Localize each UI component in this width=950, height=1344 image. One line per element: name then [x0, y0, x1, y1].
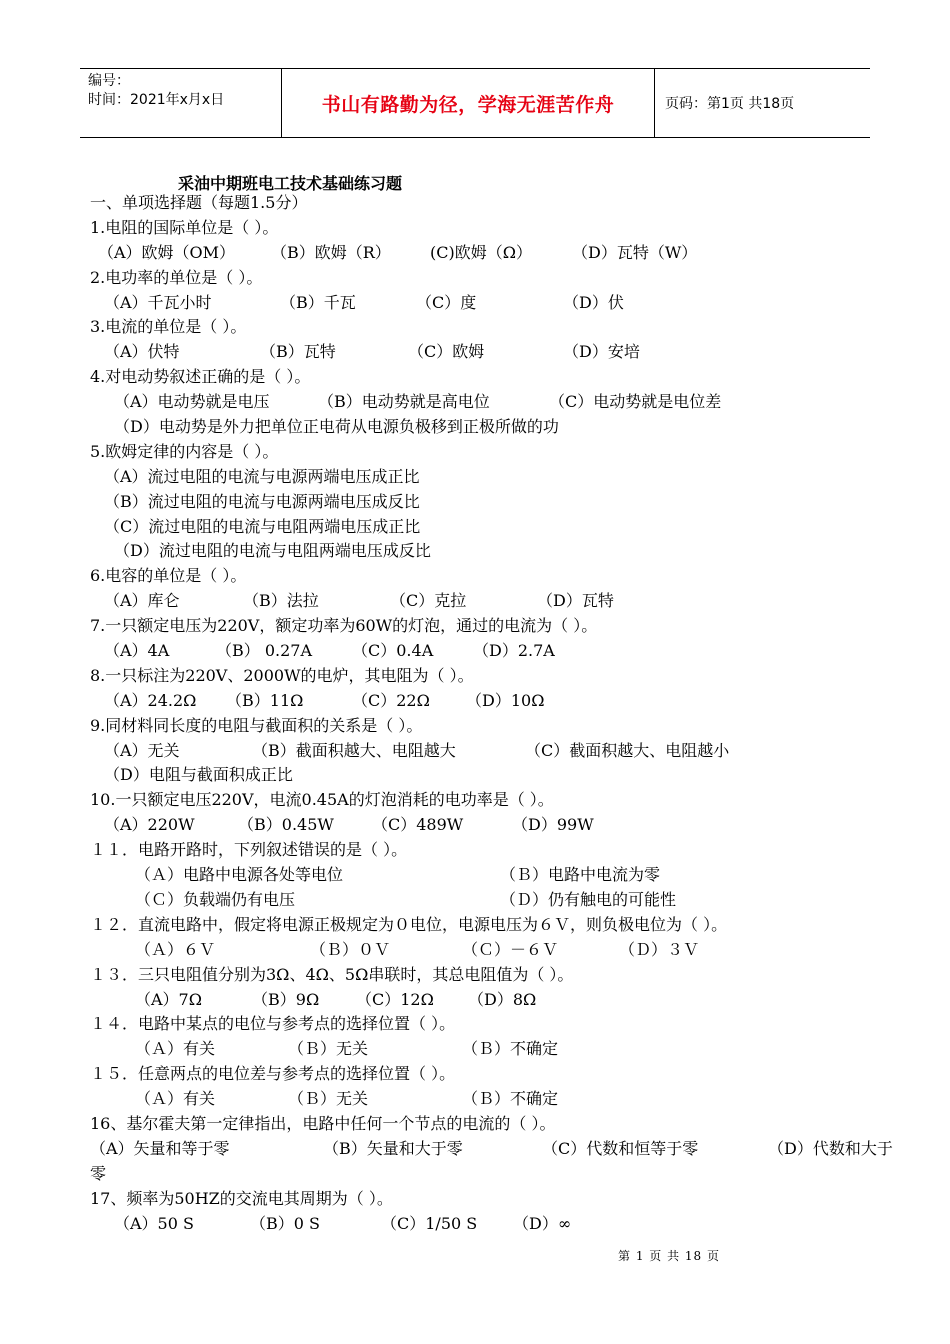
- line-text: 6.电容的单位是（ ）。: [90, 566, 247, 586]
- answer-option: （C）0.4A: [352, 641, 434, 661]
- question-list: [0, 191, 950, 1236]
- line-text: １２．直流电路中，假定将电源正极规定为０电位，电源电压为６Ｖ，则负极电位为（ ）。: [90, 914, 728, 934]
- page-header: [80, 68, 870, 138]
- page-footer: 第 1 页 共 18 页: [618, 1249, 720, 1263]
- text-line: [0, 739, 950, 764]
- text-line: [0, 340, 950, 365]
- answer-option: （D）∞: [513, 1213, 572, 1233]
- answer-option: （D）代数和大于: [768, 1138, 893, 1158]
- text-line: [0, 241, 950, 266]
- line-text: 9.同材料同长度的电阻与截面积的关系是（ ）。: [90, 715, 423, 735]
- answer-option: （Ｂ）０Ｖ: [310, 939, 391, 959]
- text-line: [0, 1112, 950, 1137]
- line-text: １３．三只电阻值分别为3Ω、4Ω、5Ω串联时，其总电阻值为（ ）。: [90, 964, 574, 984]
- text-line: [0, 838, 950, 863]
- answer-option: （Ｂ）无关: [288, 1039, 369, 1059]
- text-line: [0, 315, 950, 340]
- answer-option: （C）22Ω: [352, 690, 430, 710]
- text-line: [0, 465, 950, 490]
- answer-option: （Ａ）有关: [135, 1089, 216, 1109]
- text-line: [0, 963, 950, 988]
- text-line: [0, 365, 950, 390]
- text-line: [0, 639, 950, 664]
- line-text: 5.欧姆定律的内容是（ ）。: [90, 441, 279, 461]
- text-line: [0, 938, 950, 963]
- answer-option: （C）489W: [372, 815, 464, 835]
- line-text: 17、频率为50HZ的交流电其周期为（ ）。: [90, 1188, 393, 1208]
- answer-option: （Ｃ）负载端仍有电压: [135, 889, 296, 909]
- answer-option: （A）220W: [104, 815, 195, 835]
- answer-option: （A）千瓦小时: [104, 292, 212, 312]
- answer-option: （C）电动势就是电位差: [549, 392, 722, 412]
- text-line: [0, 539, 950, 564]
- line-text: （D）流过电阻的电流与电阻两端电压成反比: [114, 541, 431, 561]
- answer-option: （D）99W: [512, 815, 594, 835]
- line-text: 4.对电动势叙述正确的是（ ）。: [90, 367, 311, 387]
- answer-option: （C）12Ω: [356, 989, 434, 1009]
- text-line: [0, 714, 950, 739]
- answer-option: （Ｂ）电路中电流为零: [500, 865, 661, 885]
- line-text: 2.电功率的单位是（ ）。: [90, 267, 263, 287]
- line-text: 7.一只额定电压为220V，额定功率为60W的灯泡，通过的电流为（ ）。: [90, 616, 598, 636]
- answer-option: （B）电动势就是高电位: [318, 392, 490, 412]
- text-line: [0, 291, 950, 316]
- text-line: [0, 266, 950, 291]
- answer-option: （C）代数和恒等于零: [542, 1138, 699, 1158]
- text-line: [0, 1187, 950, 1212]
- text-line: [0, 515, 950, 540]
- text-line: [0, 564, 950, 589]
- text-line: [0, 390, 950, 415]
- answer-option: （D）2.7A: [473, 641, 555, 661]
- answer-option: （B）千瓦: [280, 292, 356, 312]
- text-line: [0, 813, 950, 838]
- text-line: [0, 1212, 950, 1237]
- line-text: 一、单项选择题（每题1.5分）: [90, 193, 308, 212]
- answer-option: （C）克拉: [390, 591, 467, 611]
- answer-option: (C)欧姆（Ω）: [430, 242, 532, 262]
- document-title: 采油中期班电工技术基础练习题: [178, 174, 403, 193]
- line-text: （C）流过电阻的电流与电阻两端电压成正比: [104, 516, 421, 536]
- answer-option: （A）欧姆（OM）: [98, 242, 236, 262]
- text-line: [0, 589, 950, 614]
- answer-option: （A）库仑: [104, 591, 180, 611]
- answer-option: （C）截面积越大、电阻越小: [525, 740, 730, 760]
- line-text: 10.一只额定电压220V，电流0.45A的灯泡消耗的电功率是（ ）。: [90, 790, 554, 810]
- answer-option: （Ａ）电路中电源各处等电位: [135, 865, 344, 885]
- answer-option: （A）无关: [104, 740, 180, 760]
- text-line: [0, 863, 950, 888]
- header-motto-cell: [282, 69, 655, 137]
- answer-option: （Ｂ）无关: [288, 1089, 369, 1109]
- header-meta: [80, 69, 282, 137]
- answer-option: （A）矢量和等于零: [90, 1138, 230, 1158]
- text-line: [0, 440, 950, 465]
- text-line: [0, 415, 950, 440]
- page-info-text: 页码：第1页 共18页: [665, 96, 795, 112]
- line-text: １５．任意两点的电位差与参考点的选择位置（ ）。: [90, 1064, 456, 1084]
- answer-option: （A）伏特: [104, 342, 180, 362]
- answer-option: （Ｄ）仍有触电的可能性: [500, 889, 677, 909]
- line-text: （B）流过电阻的电流与电源两端电压成反比: [104, 491, 420, 511]
- answer-option: （Ａ）有关: [135, 1039, 216, 1059]
- text-line: [0, 763, 950, 788]
- answer-option: （Ｂ）不确定: [462, 1039, 559, 1059]
- line-text: （D）电阻与截面积成正比: [104, 765, 293, 785]
- text-line: [0, 689, 950, 714]
- answer-option: （Ａ）６Ｖ: [135, 939, 216, 959]
- answer-option: （B） 0.27A: [216, 641, 313, 661]
- answer-option: （A）24.2Ω: [104, 690, 197, 710]
- answer-option: （Ｄ）３Ｖ: [619, 939, 700, 959]
- text-line: [0, 490, 950, 515]
- text-line: [0, 1012, 950, 1037]
- answer-option: （B）截面积越大、电阻越大: [252, 740, 456, 760]
- line-text: 零: [90, 1163, 107, 1183]
- text-line: [0, 988, 950, 1013]
- text-line: [0, 216, 950, 241]
- answer-option: （D）8Ω: [468, 989, 537, 1009]
- text-line: [0, 788, 950, 813]
- answer-option: （B）瓦特: [260, 342, 336, 362]
- answer-option: （B）11Ω: [226, 690, 304, 710]
- text-line: [0, 664, 950, 689]
- answer-option: （B）矢量和大于零: [323, 1138, 463, 1158]
- answer-option: （Ｂ）不确定: [462, 1089, 559, 1109]
- text-line: [0, 1137, 950, 1162]
- text-line: [0, 614, 950, 639]
- line-text: 1.电阻的国际单位是（ ）。: [90, 217, 279, 237]
- answer-option: （C）欧姆: [408, 342, 485, 362]
- time-label: 时间：2021年x月x日: [88, 92, 225, 108]
- line-text: （A）流过电阻的电流与电源两端电压成正比: [104, 466, 420, 486]
- answer-option: （A）电动势就是电压: [114, 392, 270, 412]
- answer-option: （B）法拉: [243, 591, 319, 611]
- text-line: [0, 913, 950, 938]
- header-page-info: [655, 69, 870, 137]
- line-text: 16、基尔霍夫第一定律指出，电路中任何一个节点的电流的（ ）。: [90, 1113, 556, 1133]
- text-line: [0, 1037, 950, 1062]
- answer-option: （Ｃ）－６Ｖ: [462, 939, 559, 959]
- answer-option: （B）欧姆（R）: [271, 242, 391, 262]
- line-text: １１．电路开路时，下列叙述错误的是（ ）。: [90, 840, 408, 860]
- text-line: [0, 1062, 950, 1087]
- line-text: 8.一只标注为220V、2000W的电炉，其电阻为（ ）。: [90, 665, 474, 685]
- answer-option: （A）7Ω: [135, 989, 203, 1009]
- answer-option: （D）伏: [563, 292, 624, 312]
- text-line: [0, 1087, 950, 1112]
- line-text: １４．电路中某点的电位与参考点的选择位置（ ）。: [90, 1014, 456, 1034]
- number-label: 编号：: [88, 73, 130, 89]
- line-text: （D）电动势是外力把单位正电荷从电源负极移到正极所做的功: [114, 417, 559, 437]
- answer-option: （D）瓦特: [537, 591, 614, 611]
- answer-option: （B）0 S: [250, 1213, 320, 1233]
- answer-option: （B）0.45W: [238, 815, 334, 835]
- answer-option: （D）10Ω: [466, 690, 545, 710]
- line-text: 3.电流的单位是（ ）。: [90, 317, 247, 337]
- answer-option: （A）50 S: [114, 1213, 194, 1233]
- answer-option: （C）1/50 S: [381, 1213, 478, 1233]
- text-line: [0, 888, 950, 913]
- section-heading: [0, 191, 950, 216]
- answer-option: （A）4A: [104, 641, 170, 661]
- answer-option: （D）安培: [563, 342, 640, 362]
- motto-text: 书山有路勤为径，学海无涯苦作舟: [321, 93, 615, 116]
- answer-option: （B）9Ω: [252, 989, 320, 1009]
- answer-option: （C）度: [416, 292, 477, 312]
- answer-option: （D）瓦特（W）: [572, 242, 698, 262]
- text-line: [0, 1162, 950, 1187]
